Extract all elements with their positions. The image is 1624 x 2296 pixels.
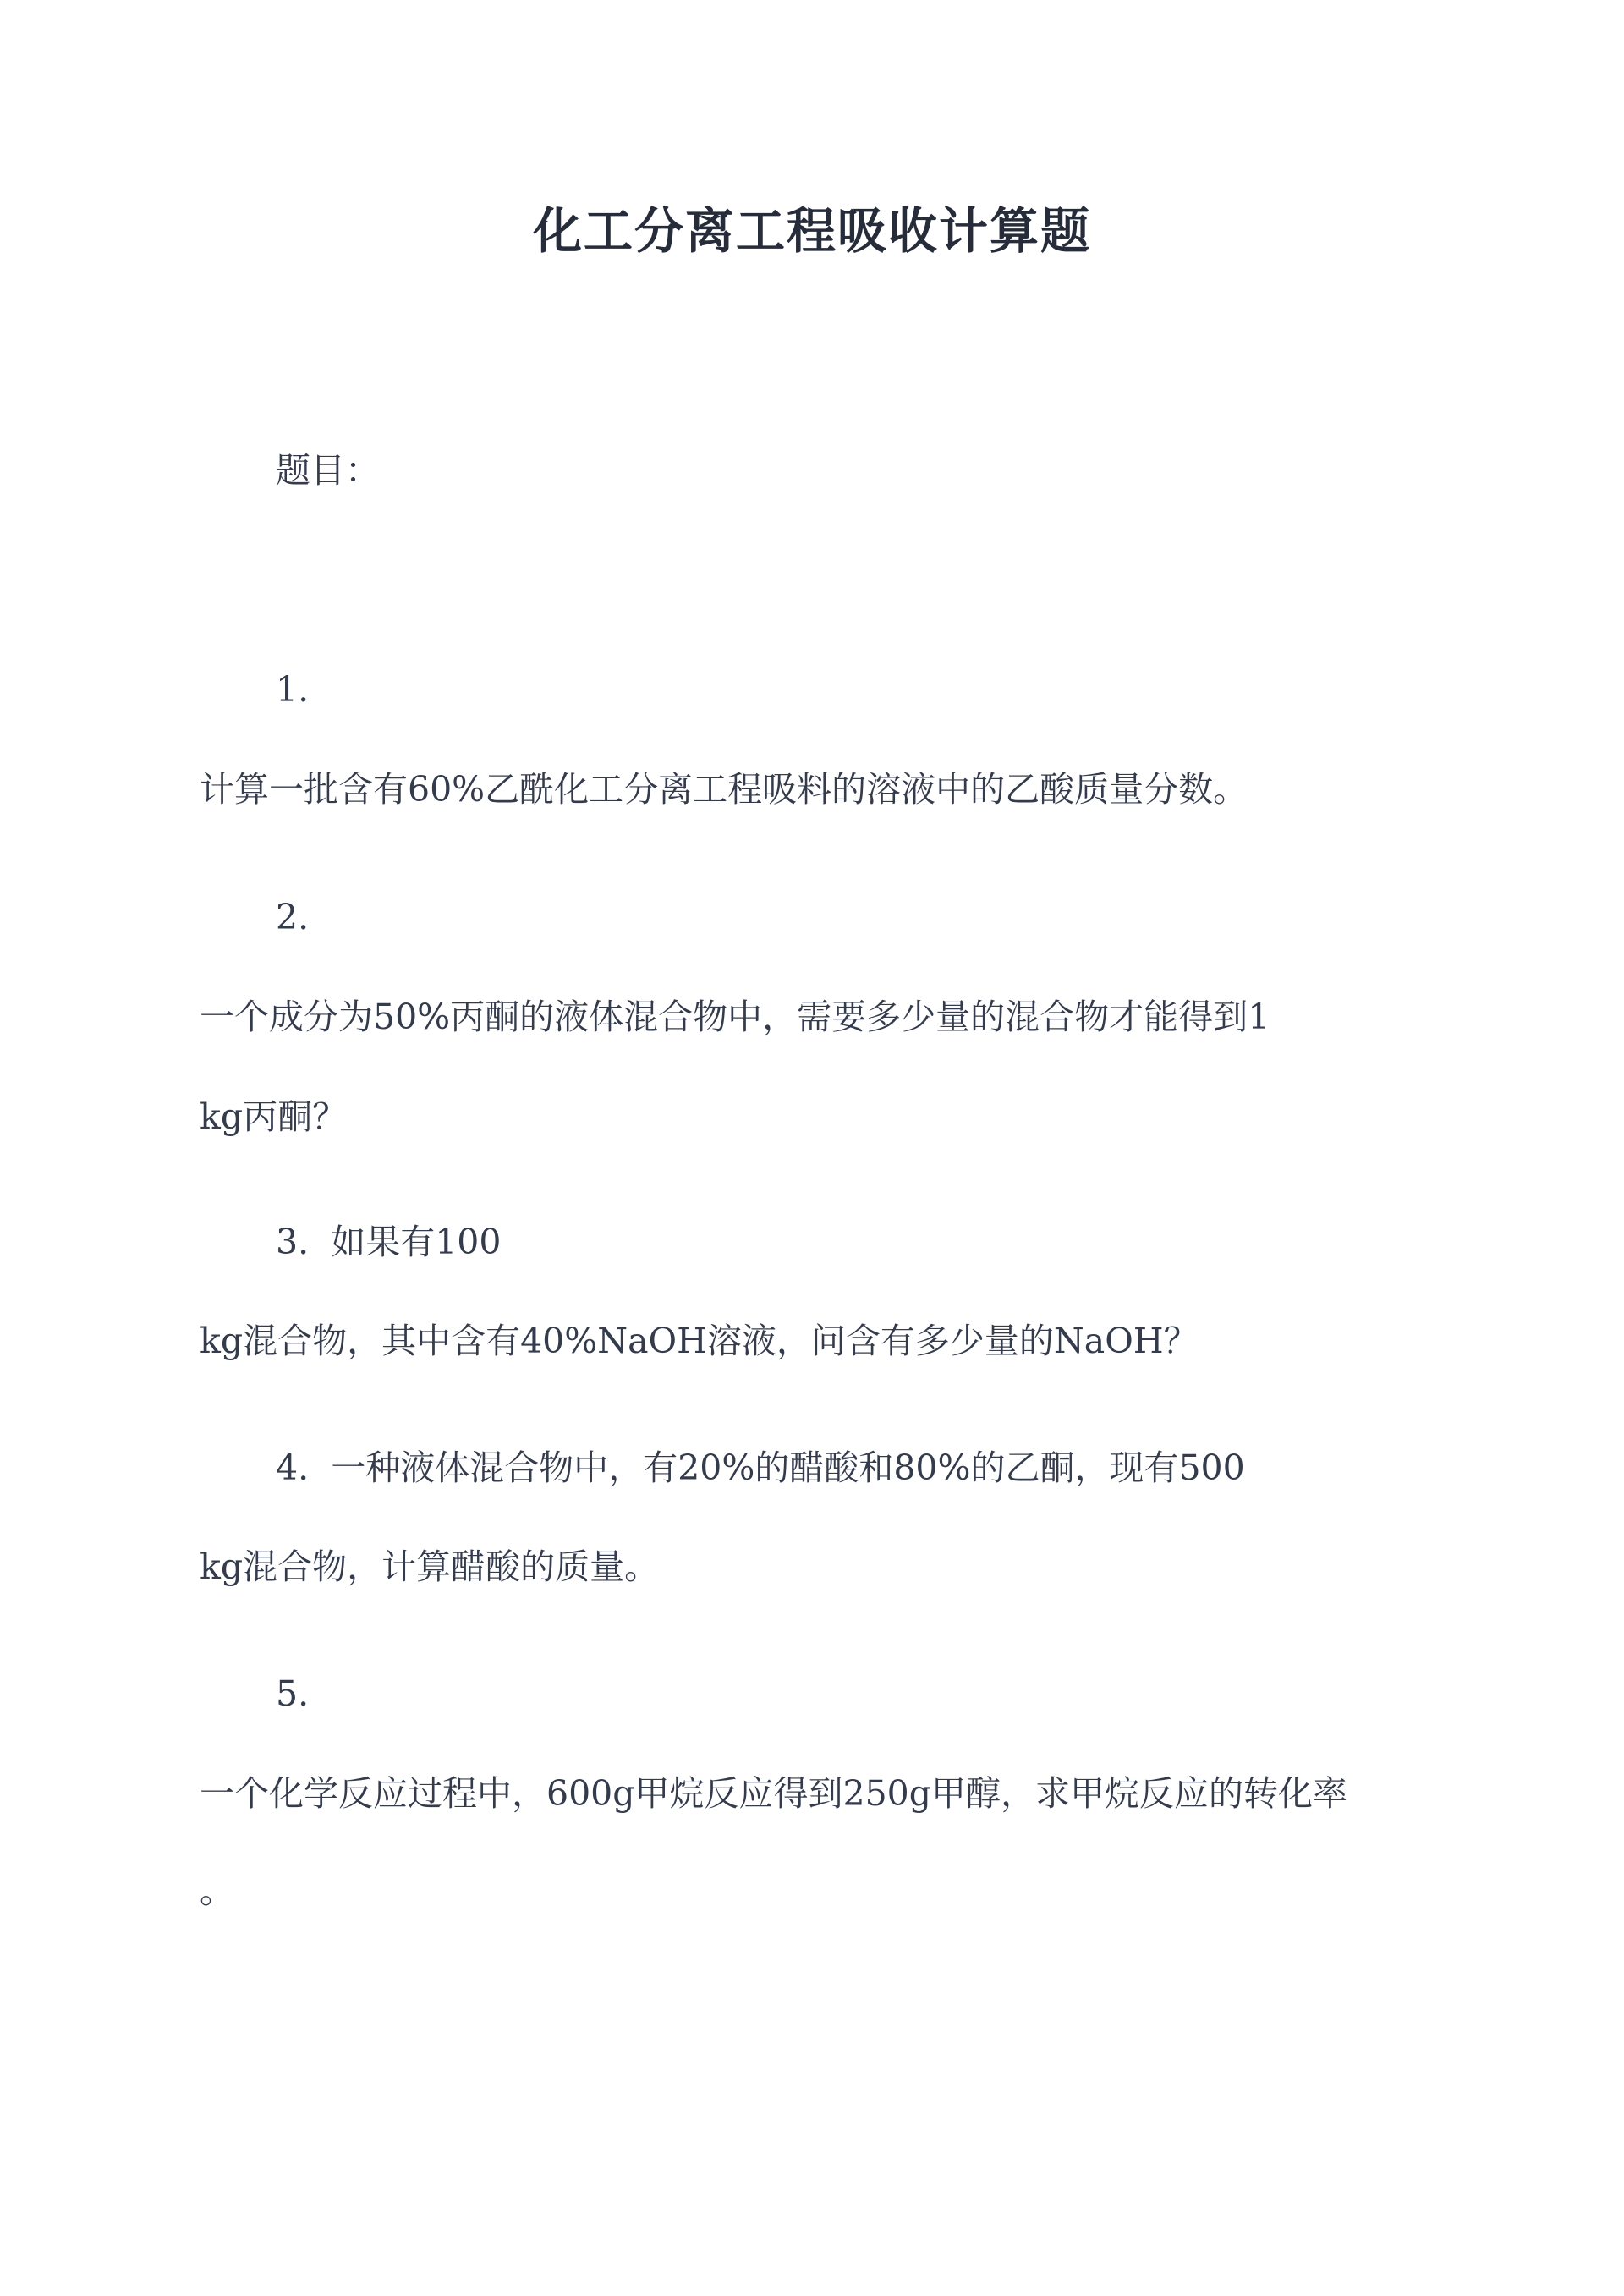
question-text: 一个化学反应过程中，600g甲烷反应得到250g甲醇，求甲烷反应的转化率 [200, 1773, 1348, 1814]
question-text-continued: kg混合物，其中含有40%NaOH溶液，问含有多少量的NaOH？ [200, 1321, 1199, 1361]
question-number: 4. [276, 1447, 310, 1488]
page-title: 化工分离工程吸收计算题 [532, 202, 1091, 260]
questions-label: 题目： [276, 450, 380, 491]
question-number: 5. [276, 1673, 310, 1714]
question-number: 3. [276, 1222, 310, 1262]
question-number: 2. [276, 897, 310, 937]
question-text: 一个成分为50%丙酮的液体混合物中，需要多少量的混合物才能得到1 [200, 997, 1270, 1037]
question-text-continued: kg混合物，计算醋酸的质量。 [200, 1546, 660, 1587]
question-text-continued: 。 [200, 1870, 234, 1911]
question-text: 一种液体混合物中，有20%的醋酸和80%的乙酮，现有500 [331, 1447, 1245, 1488]
question-text: 如果有100 [331, 1222, 502, 1262]
question-number: 1. [276, 669, 310, 710]
question-text-continued: kg丙酮？ [200, 1096, 348, 1137]
question-text: 计算一批含有60%乙酰化工分离工程吸料的溶液中的乙酸质量分数。 [200, 769, 1248, 810]
